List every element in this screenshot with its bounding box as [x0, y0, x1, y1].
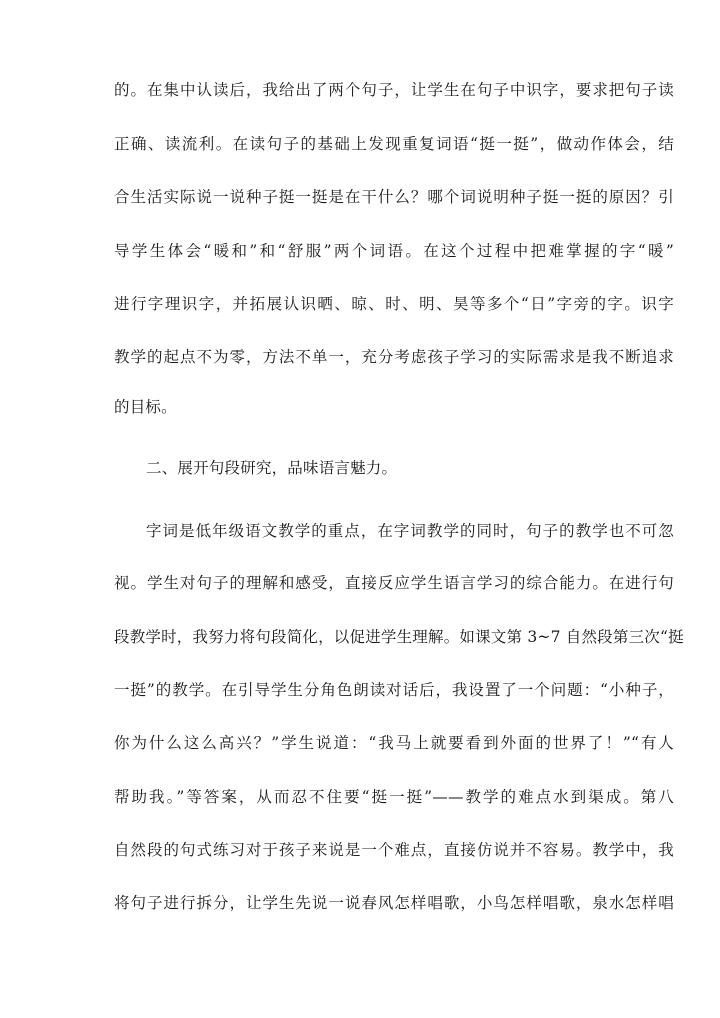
paragraph-line: 的。在集中认读后，我给出了两个句子，让学生在句子中识字，要求把句子读 [114, 81, 674, 99]
paragraph-line: 正确、读流利。在读句子的基础上发现重复词语“挺一挺”，做动作体会，结 [114, 135, 674, 153]
paragraph-line: 将句子进行拆分，让学生先说一说春风怎样唱歌，小鸟怎样唱歌，泉水怎样唱 [114, 894, 674, 912]
paragraph-line: 视。学生对句子的理解和感受，直接反应学生语言学习的综合能力。在进行句 [114, 574, 674, 592]
paragraph-line: 自然段的句式练习对于孩子来说是一个难点，直接仿说并不容易。教学中，我 [114, 841, 674, 859]
section-heading: 二、展开句段研究，品味语言魅力。 [146, 459, 398, 477]
paragraph-line: 帮助我。”等答案，从而忍不住要“挺一挺”——教学的难点水到渠成。第八 [114, 788, 674, 806]
paragraph-line: 一挺”的教学。在引导学生分角色朗读对话后，我设置了一个问题：“小种子， [114, 681, 674, 699]
paragraph-line-first: 字词是低年级语文教学的重点，在字词教学的同时，句子的教学也不可忽 [146, 522, 674, 540]
paragraph-line-end: 的目标。 [114, 398, 177, 416]
paragraph-line: 合生活实际说一说种子挺一挺是在干什么？哪个词说明种子挺一挺的原因？引 [114, 188, 674, 206]
paragraph-line: 进行字理识字，并拓展认识晒、晾、时、明、昊等多个“日”字旁的字。识字 [114, 295, 674, 313]
paragraph-line: 你为什么这么高兴？”学生说道：“我马上就要看到外面的世界了！”“有人 [114, 734, 674, 752]
paragraph-line: 段教学时，我努力将句段简化，以促进学生理解。如课文第 3~7 自然段第三次“挺 [114, 628, 684, 646]
paragraph-line: 教学的起点不为零，方法不单一，充分考虑孩子学习的实际需求是我不断追求 [114, 348, 674, 366]
paragraph-line: 导学生体会“暖和”和“舒服”两个词语。在这个过程中把难掌握的字“暖” [114, 242, 674, 260]
